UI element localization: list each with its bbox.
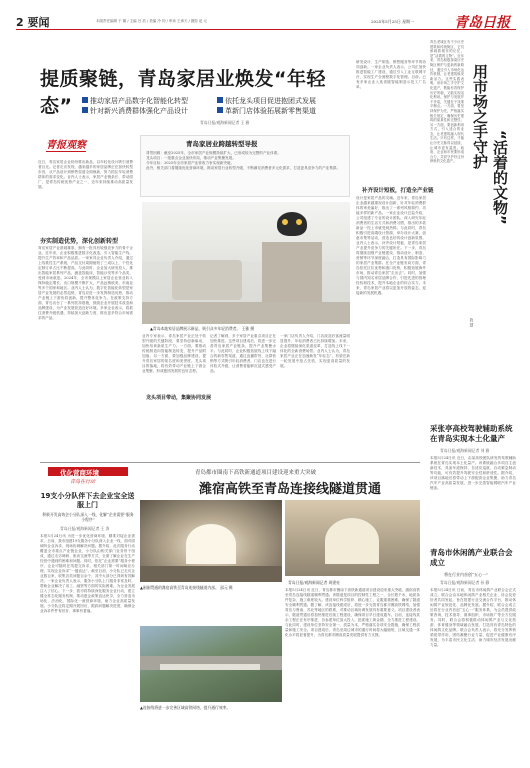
bullet-4: 革新门店体验拓展新零售渠道 — [225, 107, 316, 115]
lead-subhead-1: 夯实制造优势，深化创新转型 — [40, 238, 119, 245]
lead-body-2: 青岛家居产业基础雄厚，拥有一批具有较强竞争力的骨干企业。近年来，企业积极推进数字化改造，引入智能生产线，提升生产效率和产品品质。一家家具企业负责人介绍，通过上线柔性生产系统，产品交付周期缩短了三成以上，个性化定制订单占比不断提高。与此同时，企业加大研发投入，推出智能家居系列产品，涵盖智能床、智能沙发等多个品类，受到市场欢迎。2024年，全市规模以上家居企业营业收入保持稳定增长，出口规模不断扩大，产品远销欧美、东南亚等多个国家和地区。业内人士认为，数字化智能化转型是家居产业发展的必然趋势，青岛应进一步发挥制造优势，推动产业链上下游协同创新，提升整体竞争力。在政策支持方面，青岛出台了一系列扶持措施，鼓励企业开展技术改造和品牌建设，为产业发展营造良好环境。多家企业表示，将抓住消费升级机遇，持续加大创新力度，推出更多符合市场需求的产品。 — [38, 246, 133, 320]
pigeon-byline: 青岛日报/观海新闻记者 孙 静 — [440, 580, 490, 585]
lead-subhead-2: 补齐设计短板，打造全产业链 — [362, 188, 434, 194]
lead-headline: 提质聚链，青岛家居业焕发“年轻态” — [40, 68, 326, 117]
lead-sidebar — [140, 135, 350, 197]
rail-photo — [140, 626, 282, 702]
commentary-body: 青岛老城区有不少历史建筑和传统街区，它们承载着城市的记忆，是“活着的文物”。近年来，青岛积极探索历史街区保护与更新的新路径，通过引入市场化运作机制，让老建筑焕发新活力。这些实践表明，用市场之手守护文化遗产，既能有效保护历史风貌，又能实现活化利用。保护与发展并不矛盾，关键在于找准平衡点。一方面，要坚持保护为先，严格落实相关规定，确保历史建筑的原真性和完整性；另一方面，要创新利用方式，引入适合的业态，让老建筑融入现代生活。只有这样，才能让历史文脉得以延续，让城市更有温度。政府、企业和市民要形成合力，共同守护好这份珍贵的文化遗产。 — [430, 40, 464, 164]
lead-byline: 青岛日报/观海新闻记者 王 雅 — [200, 120, 250, 125]
rail-body: 本报5月24日讯 近日，青岛都市圈南下高铁新通道项目建设迎来重大突破，潍宿高铁至青岛连接线隧道顺利贯通。该隧道是项目的控制性工程之一，全长数千米，地质条件复杂，施工难度较大。建设单位科学组织、精心施工，克服重重困难，确保了隧道安全顺利贯通。据了解，该连接线建成后，将进一步完善青岛都市圈高铁网络，加强青岛与鲁南、苏北等地区的联系，对推动区域协调发展具有重要意义。项目建设者表示，隧道贯通后将加快推进后续工程建设，确保项目早日建成通车。目前，连接线其余工程正在有序推进，各参建单位加大投入，抢抓施工黄金期，全力推进工程建设。与此同时，建设单位坚持安全第一、质量为本，严格落实各项安全措施，确保工程质量和施工安全。项目建成后，青岛至周边城市的通行时间将大幅缩短，区域交通一体化水平将显著提升，为青岛都市圈高质量发展提供有力支撑。 — [285, 588, 420, 637]
tunnel-caption-1: ▲刚刚贯通的潍宿高铁至青岛连接线隧道内部。 邵元 摄 — [140, 585, 233, 590]
sidebar-text: 背景回顾：截至2025年，全市家居产业规模持续扩大，已形成较为完整的产业体系。 龙头项目：一批重点企业加快布局，推动产业集聚发展。 今年目标：2025年全市家居产业营收力争实现新突破。 此外，相关部门将继续优化营商环境，推动家居行业转型升级，不断满足消费者多元化需求，打造更具竞争力的产业集群。 — [146, 151, 341, 170]
rail-caption-2: ▲连接线将进一步完善区域高铁网络，提升通行效率。 — [140, 705, 231, 710]
photo-caption: ▲青岛本地家居品牌展示新品，吸引众多年轻消费者。 王雅 摄 — [150, 326, 255, 331]
rail-byline: 青岛日报/观海新闻记者 周建亮 — [288, 580, 340, 585]
lead-body-3: 业内专家表示，青岛家居产业正处于转型升级的关键阶段，要坚持创新驱动，加快培育新质生产力。一方面，要推动传统制造向智能制造转变，提升产品附加值；另一方面，要加强品牌建设，提升青岛家居的知名度和美誉度。龙头项目的落地，将有效带动产业链上下游企业集聚，形成抱团发展的良好态势。 — [142, 334, 206, 373]
commentary-author: 陈 慧 — [470, 318, 475, 327]
lead-body-6: 研发设计、生产制造、销售服务等环节的协同创新。一家企业负责人表示，公司正加快推进智能工厂建设，通过引入工业互联网平台，实现生产全流程数字化管理。目前，已有多家企业入选省级智能制造示范工厂名单。 — [356, 60, 426, 89]
tunnel-photo — [140, 500, 282, 582]
commentary-title-b: “活着的文物” — [491, 130, 509, 225]
lead-body-7: 设计是家居产品的灵魂。近年来，青岛家居企业越来越重视设计创新，针对年轻消费群体的审美偏好，推出了一系列风格简约、功能多样的新产品。一家企业设计总监介绍，公司组建了专业的设计团队，深入研究年轻消费者的生活方式和消费习惯，推出的多款新品一经上市就受到热捧。与此同时，青岛积极引进高端设计资源，举办设计大赛、创意市集等活动，营造良好的设计创新氛围。业内人士表示，补齐设计短板，是青岛家居产业提升竞争力的关键所在。下一步，青岛将继续加强产业链建设，推动设计、制造、营销等环节深度融合，打造具有国际影响力的家居产业集群。在全产业链布局方面，青岛依托区位优势和港口优势，积极拓展海外市场，推动青岛家居“走出去”。同时，加强与国内知名家居品牌合作，引进先进的管理经验和技术，提升本地企业的综合实力。未来，青岛家居产业将以更加开放的姿态，迎接新的发展机遇。 — [356, 196, 426, 295]
editor-line: 本版责任编辑 于 娜 / 主编 吕 浩 / 美编 冷 钧 / 审读 王承天 / 摄影 赵 元 — [96, 19, 208, 23]
rail-headline: 潍宿高铁至青岛连接线隧道贯通 — [198, 482, 381, 497]
sidebar-title: 青岛家居业跨越转型导报 — [186, 140, 258, 148]
tech-body: 本报5月24日讯 近日，由某高校团队研发的驾驶辅助系统在青岛实现本土化量产。该系统融合多项自主创新技术，具备车道保持、自适应巡航、自动紧急制动等功能，可有效提升驾驶安全性和舒适性。据介绍，该项目落地后将带动上下游配套企业集聚，助力青岛汽车产业高质量发展，进一步完善智能网联汽车产业链条。 — [430, 456, 516, 490]
lead-body-4: 记者了解到，多个家居产业重点项目正在加快推进。这些项目建成后，将进一步完善青岛家居产业链条，提升产业集聚水平。与此同时，企业积极拓展线上线下融合的新零售渠道，通过直播带货、社群营销等方式吸引年轻消费者，门店也在进行体验式升级，让消费者能够沉浸式感受产品。 — [210, 334, 276, 373]
bullet-1: 推动家居产品数字化智能化转型 — [90, 97, 188, 105]
bullet-3: 针对新兴消费群体强化产品设计 — [90, 107, 188, 115]
lead-body-5: 一家门店负责人介绍，门店改造后客流量明显提升，年轻消费者占比持续增加。未来，企业将继续深化渠道变革，打造线上线下一体化的全新消费场景。业内人士认为，青岛家居产业正在加速焕发“年轻态”，有望在新一轮发展中抢占先机，实现更高质量的发展。 — [280, 334, 350, 368]
business-headline: 19支小分队伴下去企业宝全送服上门 — [40, 492, 135, 509]
divider — [40, 462, 420, 463]
business-tag: 优化营商环境 — [60, 469, 99, 477]
lead-subhead-3: 龙头项目带动，集聚协同发展 — [146, 395, 212, 401]
pigeon-subhead: 将在行业内首创“五心一” — [444, 572, 489, 577]
business-subhead: 积极开发高效企小分队深入一线，化解“企业需要”服务小程序” — [42, 512, 134, 522]
page-number: 2 要闻 — [16, 16, 50, 29]
business-banner — [40, 467, 135, 487]
lead-photo — [142, 202, 350, 324]
business-body: 本报5月24日讯 为进一步优化营商环境，精准对接企业需求，日前，我市组建19支服务小分队深入企业一线，面对面倾听企业诉求，现场协调解决问题。据介绍，此次服务行动覆盖全市重点产业链企业，小分队由相关部门业务骨干组成，通过走访调研、座谈交流等方式，全面了解企业在生产经营中遇到的困难和问题。同时，依托“企业需要”服务小程序，企业可随时在线提交诉求，相关部门第一时间响应办理，实现企业诉求“一键直达”。截至目前，小分队已走访企业数百家，收集各类问题百余个，其中大部分已得到有效解决。一家企业负责人表示，服务小分队上门服务非常及时，帮助企业解决了用工、融资等方面的实际困难，为企业发展注入了信心。下一步，我市将持续深化服务企业行动，建立健全常态化服务机制，推动惠企政策直达快享，全力营造市场化、法治化、国际化一流营商环境，助力企业高质量发展。小分队还将定期开展回访，跟踪问题解决进度，确保企业诉求件件有回音、事事有着落。 — [40, 534, 135, 613]
newspaper-logo: 青岛日报 — [454, 15, 510, 31]
pigeon-headline: 青岛市休闲鸽产业联合会成立 — [430, 548, 513, 567]
tech-headline: 采张亭高校驾驶辅助系统在青岛实现本土化量产 — [430, 424, 513, 443]
tunnel-photo-2 — [285, 500, 420, 576]
tech-byline: 青岛日报/观海新闻记者 刘 雅 — [440, 448, 490, 453]
masthead — [16, 14, 516, 30]
business-tag2: 青岛在行动 — [70, 479, 96, 485]
rail-kicker: 青岛都市圈南下高铁新通道项目建设迎来重大突破 — [195, 470, 317, 476]
lead-body-1: 近日，青岛家居企业纷纷推出新品，以年轻化设计吸引消费者目光。记者走访发现，越来越多的家居品牌正在加快转型步伐，从产品设计到销售渠道全面焕新，努力抓住年轻消费群体的需求变化。业内人士表示，家居产业链条长、带动面广，是青岛传统优势产业之一，近年来持续推动高质量发展。 — [38, 160, 133, 189]
bullet-2: 依托龙头项目促进抱团式发展 — [225, 97, 316, 105]
business-byline: 青岛日报/观海新闻记者 王 涛 — [60, 526, 110, 531]
date: 2025年5月25日 星期一 — [371, 19, 415, 24]
section-tag: 青报观察 — [46, 136, 86, 152]
commentary-title-a: 用市场之手守护 — [471, 64, 489, 169]
pigeon-body: 本报5月24日讯 日前，青岛市休闲鸽产业联合会正式成立。联合会由本地休闲鸽产业相关企业、协会及爱好者共同发起，旨在搭建行业交流合作平台，推动休闲鸽产业规范化、品牌化发展。据介绍，联合会成立后将在行业内首创“五心一”服务体系，为会员提供政策咨询、技术指导、赛事组织、市场推广等全方位服务。同时，联合会将积极推动休闲鸽产业与文化旅游、体育健身等领域融合发展，打造具有青岛特色的休闲鸽文化品牌。联合会负责人表示，将充分发挥桥梁纽带作用，团结凝聚行业力量，促进产业健康有序发展，为丰富市民文化生活、助力城市经济发展贡献力量。 — [430, 588, 516, 647]
